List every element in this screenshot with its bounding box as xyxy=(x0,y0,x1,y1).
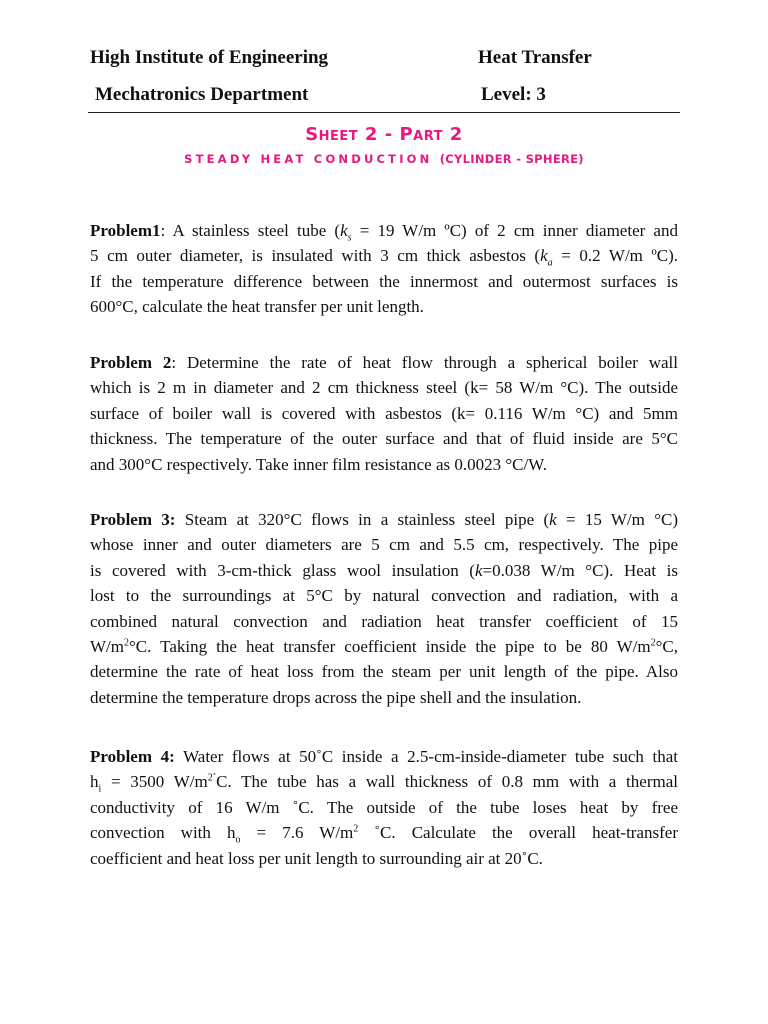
department-name: Mechatronics Department xyxy=(95,84,309,105)
problem-line: determine the temperature drops across the pipe shell and the insulation. xyxy=(90,687,582,707)
problem-line: whose inner and outer diameters are 5 cm and 5.5 cm, respectively. The pipe xyxy=(90,535,678,555)
problem-line: coefficient and heat loss per unit length to surrounding air at 20˚C. xyxy=(90,848,543,868)
problem-1 xyxy=(90,218,678,320)
sheet-subtitle-main: STEADY HEAT CONDUCTION xyxy=(184,152,440,166)
problem-line: is covered with 3-cm-thick glass wool insulation (k=0.038 W/m °C). Heat is xyxy=(90,560,678,580)
institute-name: High Institute of Engineering xyxy=(90,47,329,68)
course-name: Heat Transfer xyxy=(478,47,592,68)
problem-line: which is 2 m in diameter and 2 cm thickness steel (k= 58 W/m °C). The outside xyxy=(90,378,678,398)
problem-2 xyxy=(90,350,678,477)
problem-label: Problem 4: xyxy=(90,747,175,766)
problem-label: Problem 3: xyxy=(90,510,176,529)
header-divider xyxy=(88,112,680,113)
problem-4 xyxy=(90,744,678,871)
problem-line: Problem 2: Determine the rate of heat flow through a spherical boiler wall xyxy=(90,353,679,372)
header-row-2 xyxy=(95,83,695,107)
problem-line: and 300°C respectively. Take inner film resistance as 0.0023 °C/W. xyxy=(90,454,547,474)
problem-line: If the temperature difference between the innermost and outermost surfaces is xyxy=(90,271,678,291)
problem-line: 5 cm outer diameter, is insulated with 3 cm thick asbestos ($k_a = 0.2$ W/m ºC). xyxy=(90,246,678,269)
problem-line: determine the rate of heat loss from the steam per unit length of the pipe. Also xyxy=(90,662,678,682)
problem-label: Problem 2 xyxy=(90,353,172,372)
problem-line: surface of boiler wall is covered with asbestos (k= 0.116 W/m °C) and 5mm xyxy=(90,403,678,423)
problem-line: $h_i = 3500$ $W/m^{2˚}C$. The tube has a wall thickness of 0.8 mm with a thermal xyxy=(90,772,678,795)
problem-line: $W/m^2^\circ C$. Taking the heat transfer coefficient inside the pipe to be 80 $W/m^2^\circ C$, xyxy=(90,637,678,657)
level-label: Level: 3 xyxy=(481,84,546,105)
problem-line: Problem1: A stainless steel tube ($k_s = 19$ W/m ºC) of 2 cm inner diameter and xyxy=(90,221,678,244)
sheet-subtitle xyxy=(0,151,768,167)
problem-line: thickness. The temperature of the outer surface and that of fluid inside are 5°C xyxy=(90,429,678,449)
problem-line: convection with $h_o = 7.6$ $W/m^2$ ˚C. Calculate the overall heat-transfer xyxy=(90,823,678,846)
sheet-title: Sheet 2 - Part 2 xyxy=(305,124,463,145)
problem-line: Problem 3: Steam at 320°C flows in a stainless steel pipe (k = 15 W/m °C) xyxy=(90,510,679,529)
problem-line: conductivity of 16 W/m ˚C. The outside of the tube loses heat by free xyxy=(90,797,678,817)
problem-line: combined natural convection and radiation heat transfer coefficient of 15 xyxy=(90,611,678,631)
problem-line: 600°C, calculate the heat transfer per unit length. xyxy=(90,297,424,317)
header-row-1 xyxy=(90,46,690,70)
sheet-subtitle-paren: (CYLINDER - SPHERE) xyxy=(439,152,584,166)
problem-line: Problem 4: Water flows at 50˚C inside a 2.5-cm-inside-diameter tube such that xyxy=(90,747,678,766)
problem-3 xyxy=(90,507,678,710)
problem-label: Problem1 xyxy=(90,221,161,240)
problem-line: lost to the surroundings at 5°C by natural convection and radiation, with a xyxy=(90,586,678,606)
